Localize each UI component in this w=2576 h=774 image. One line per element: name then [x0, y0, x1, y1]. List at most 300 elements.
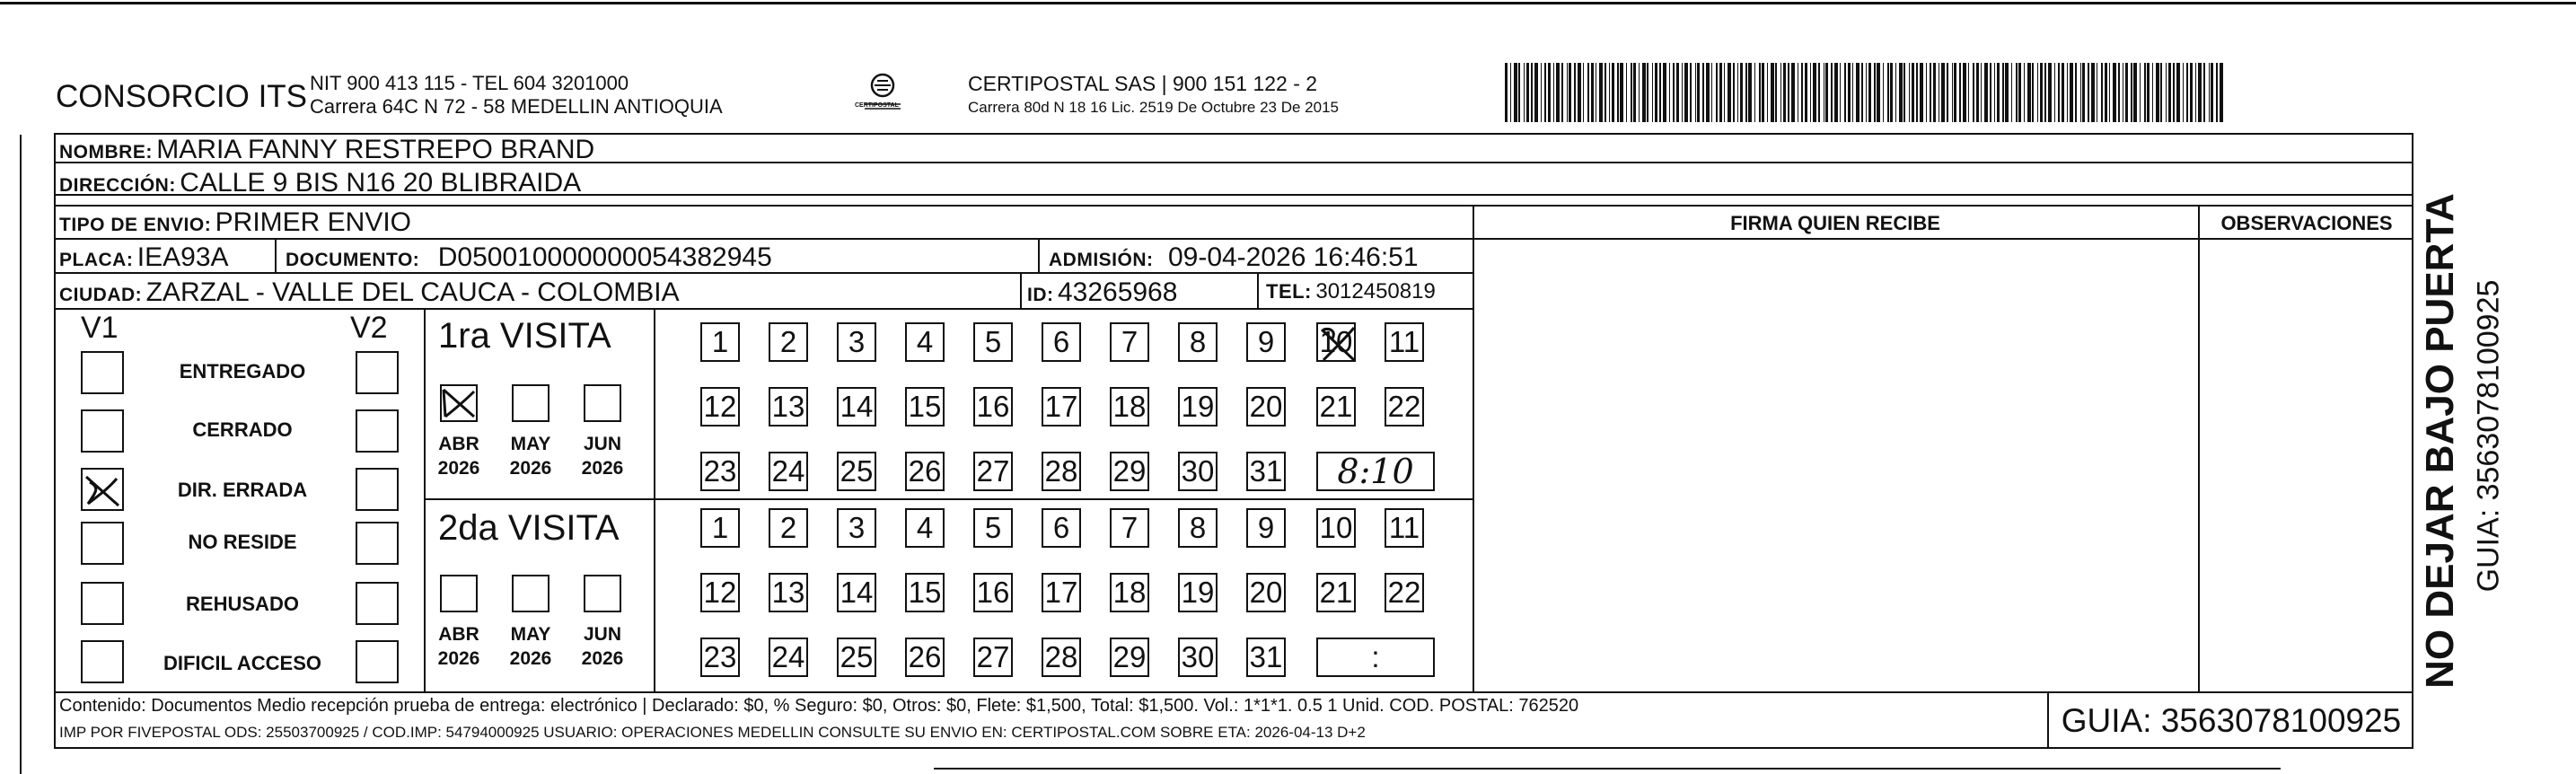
second-visit-month-may-checkbox[interactable]: [512, 575, 549, 612]
company-line-2: Carrera 64C N 72 - 58 MEDELLIN ANTIOQUIA: [310, 95, 723, 118]
barcode-bar: [1706, 63, 1710, 122]
barcode-bar: [1848, 63, 1851, 122]
day-number: 2: [779, 325, 797, 358]
barcode-bar: [1895, 63, 1896, 122]
second-visit-day-14[interactable]: [837, 573, 876, 612]
first-visit-day-1[interactable]: [700, 322, 740, 362]
barcode-bar: [1866, 63, 1867, 122]
barcode-bar: [1659, 63, 1661, 122]
barcode-bar: [2133, 63, 2137, 122]
day-number: 14: [840, 390, 874, 423]
barcode-bar: [1514, 63, 1517, 122]
barcode-bar: [1947, 63, 1948, 122]
month-label: ABR: [438, 434, 479, 454]
second-visit-day-16[interactable]: [973, 573, 1013, 612]
barcode-bar: [2011, 63, 2012, 122]
barcode-bar: [2173, 63, 2175, 122]
second-visit-day-13[interactable]: [769, 573, 808, 612]
second-visit-day-22[interactable]: [1385, 573, 1424, 612]
barcode-bar: [2125, 63, 2128, 122]
barcode-bar: [1994, 63, 1995, 122]
day-number: 30: [1181, 640, 1215, 673]
ciudad-label: CIUDAD:: [59, 285, 143, 305]
barcode-bar: [2166, 63, 2167, 122]
barcode-bar: [2156, 63, 2159, 122]
day-number: 7: [1121, 325, 1139, 358]
day-number: 14: [840, 576, 874, 609]
second-visit-day-15[interactable]: [905, 573, 945, 612]
barcode-bar: [2002, 63, 2004, 122]
second-visit-day-21[interactable]: [1316, 573, 1356, 612]
barcode-bar: [1909, 63, 1910, 122]
day-number: 18: [1112, 390, 1147, 423]
day-number: 19: [1181, 576, 1215, 609]
first-visit-time-value: 8:10: [1337, 452, 1414, 491]
first-visit-day-7[interactable]: [1110, 322, 1149, 362]
placa-field: [59, 242, 229, 273]
day-number: 29: [1112, 640, 1147, 673]
barcode-bar: [2091, 63, 2095, 122]
day-number: 2: [779, 511, 797, 544]
second-visit-day-1[interactable]: [700, 508, 740, 548]
first-visit-day-15[interactable]: [905, 387, 945, 427]
check-mark-icon: [442, 386, 476, 420]
second-visit-day-19[interactable]: [1178, 573, 1218, 612]
v1-checkbox-entregado[interactable]: [81, 351, 124, 394]
day-number: 30: [1181, 454, 1215, 488]
first-visit-month-may-checkbox[interactable]: [512, 384, 549, 422]
tipo-envio-field: [59, 207, 411, 238]
second-visit-day-2[interactable]: [769, 508, 808, 548]
barcode-bar: [2160, 63, 2162, 122]
no-dejar-bajo-puerta: NO DEJAR BAJO PUERTA: [2418, 193, 2462, 689]
first-visit-day-12[interactable]: [700, 387, 740, 427]
barcode-bar: [1933, 63, 1936, 122]
second-visit-day-20[interactable]: [1246, 573, 1286, 612]
barcode-bar: [1874, 63, 1876, 122]
barcode-bar: [2018, 63, 2021, 122]
barcode-bar: [1534, 63, 1538, 122]
second-visit-time-box[interactable]: [1316, 638, 1435, 677]
first-visit-day-2[interactable]: [769, 322, 808, 362]
barcode-bar: [1825, 63, 1828, 122]
barcode-bar: [1920, 63, 1923, 122]
row-line-footer: [54, 691, 2413, 693]
first-visit-day-25[interactable]: [837, 452, 876, 491]
guia-box-text: GUIA: 3563078100925: [2061, 702, 2402, 739]
second-visit-day-7[interactable]: [1110, 508, 1149, 548]
barcode-bar: [1890, 63, 1893, 122]
second-visit-day-25[interactable]: [837, 638, 876, 677]
second-visit-day-4[interactable]: [905, 508, 945, 548]
admision-value: 09-04-2026 16:46:51: [1167, 242, 1419, 272]
day-number: 1: [711, 511, 729, 544]
documento-value: D050010000000054382945: [437, 242, 772, 272]
day-number: 24: [771, 454, 805, 488]
barcode-bar: [1775, 63, 1777, 122]
barcode-bar: [1642, 63, 1646, 122]
barcode-bar: [1844, 63, 1846, 122]
day-number: 25: [840, 640, 874, 673]
v2-checkbox-no-reside[interactable]: [356, 522, 399, 565]
barcode-bar: [1813, 63, 1816, 122]
barcode-bar: [1531, 63, 1533, 122]
tel-label: TEL:: [1266, 280, 1312, 303]
first-visit-month-abr-checkbox[interactable]: [440, 384, 478, 422]
second-visit-day-17[interactable]: [1042, 573, 1081, 612]
day-number: 21: [1319, 576, 1353, 609]
day-number: 13: [771, 390, 805, 423]
barcode-bar: [1771, 63, 1774, 122]
barcode-bar: [2209, 63, 2210, 122]
first-visit-day-23[interactable]: [700, 452, 740, 491]
v1-checkbox-no-reside[interactable]: [81, 522, 124, 565]
barcode-bar: [1716, 63, 1718, 122]
barcode-bar: [2140, 63, 2141, 122]
first-visit-day-20[interactable]: [1246, 387, 1286, 427]
second-visit-day-26[interactable]: [905, 638, 945, 677]
barcode-bar: [1663, 63, 1666, 122]
status-rehusado: REHUSADO: [186, 593, 299, 615]
barcode-bar: [1818, 63, 1820, 122]
v2-checkbox-dir-errada[interactable]: [356, 468, 399, 511]
col-line-status: [424, 310, 426, 691]
id-label: ID:: [1027, 285, 1054, 305]
barcode-bar: [2016, 63, 2018, 122]
barcode-bar: [1695, 63, 1696, 122]
barcode-bar: [1737, 63, 1738, 122]
first-visit-day-28[interactable]: [1042, 452, 1081, 491]
first-visit-month-may: [499, 432, 562, 480]
first-visit-month-jun-checkbox[interactable]: [584, 384, 621, 422]
first-visit-day-26[interactable]: [905, 452, 945, 491]
barcode-bar: [2044, 63, 2046, 122]
direccion-value: CALLE 9 BIS N16 20 BLIBRAIDA: [180, 168, 582, 198]
second-visit-day-10[interactable]: [1316, 508, 1356, 548]
first-visit-day-16[interactable]: [973, 387, 1013, 427]
barcode-bar: [1973, 63, 1974, 122]
col-line-firma: [1473, 207, 1474, 691]
barcode-bar: [1887, 63, 1889, 122]
barcode-bar: [2027, 63, 2031, 122]
day-number: 8: [1189, 325, 1207, 358]
day-number: 29: [1112, 454, 1147, 488]
day-number: 9: [1257, 325, 1275, 358]
barcode-bar: [2195, 63, 2196, 122]
day-number: 13: [771, 576, 805, 609]
barcode-bar: [1801, 63, 1803, 122]
second-visit-day-5[interactable]: [973, 508, 1013, 548]
day-number: 9: [1257, 511, 1275, 544]
barcode-bar: [1810, 63, 1811, 122]
tipo-envio-value: PRIMER ENVIO: [215, 207, 412, 237]
second-visit-month-abr: [427, 622, 490, 671]
barcode-bar: [2118, 63, 2120, 122]
year-label: 2026: [581, 648, 624, 669]
barcode-bar: [2131, 63, 2132, 122]
day-number: 8: [1189, 511, 1207, 544]
second-visit-day-27[interactable]: [973, 638, 1013, 677]
barcode-bar: [2152, 63, 2153, 122]
company-line-1: NIT 900 413 115 - TEL 604 3201000: [310, 72, 629, 94]
barcode-bar: [2105, 63, 2107, 122]
barcode-bar: [1544, 63, 1546, 122]
id-value: 43265968: [1057, 277, 1178, 307]
footer-contenido: Contenido: Documentos Medio recepción prueba de entrega: electrónico | Declarado: $0, % Seguro: $0, Otros: $0, Flete: $1,500, Total: $1,500. Vol.: 1*1*1. 0.5 1 Unid. COD. POSTAL: 762520: [59, 696, 1579, 716]
col-line-admision: [1038, 240, 1040, 272]
barcode-bar: [2198, 63, 2202, 122]
second-visit-month-abr-checkbox[interactable]: [440, 575, 478, 612]
barcode-bar: [1569, 63, 1571, 122]
year-label: 2026: [581, 458, 624, 479]
v2-checkbox-rehusado[interactable]: [356, 582, 399, 625]
barcode-bar: [1690, 63, 1692, 122]
direccion-field: [59, 168, 581, 198]
admision-field: [1049, 242, 1419, 273]
day-number: 21: [1319, 390, 1353, 423]
first-visit-day-17[interactable]: [1042, 387, 1081, 427]
first-visit-day-9[interactable]: [1246, 322, 1286, 362]
v1-checkbox-rehusado[interactable]: [81, 582, 124, 625]
v2-checkbox-dificil-acceso[interactable]: [356, 640, 399, 683]
second-visit-month-may: [499, 622, 562, 671]
barcode-bar: [2220, 63, 2223, 122]
v2-checkbox-cerrado[interactable]: [356, 409, 399, 453]
barcode-bar: [1553, 63, 1554, 122]
barcode-bar: [1899, 63, 1903, 122]
second-visit-month-jun: [571, 622, 634, 671]
barcode-bar: [2067, 63, 2068, 122]
admision-label: ADMISIÓN:: [1049, 250, 1154, 270]
second-visit-day-29[interactable]: [1110, 638, 1149, 677]
first-visit-day-5[interactable]: [973, 322, 1013, 362]
second-visit-day-18[interactable]: [1110, 573, 1149, 612]
first-visit-day-11[interactable]: [1385, 322, 1424, 362]
barcode-bar: [2190, 63, 2193, 122]
direccion-label: DIRECCIÓN:: [59, 175, 176, 196]
barcode-bar: [2062, 63, 2064, 122]
barcode-bar: [1997, 63, 2000, 122]
left-scan-edge: [20, 135, 22, 774]
tel-field: [1266, 279, 1436, 304]
day-number: 20: [1249, 576, 1283, 609]
first-visit-day-24[interactable]: [769, 452, 808, 491]
day-number: 16: [976, 576, 1010, 609]
barcode-bar: [2054, 63, 2055, 122]
col-line-observaciones: [2198, 207, 2200, 691]
barcode-bar: [1673, 63, 1675, 122]
day-number: 25: [840, 454, 874, 488]
v1-checkbox-cerrado[interactable]: [81, 409, 124, 453]
barcode-bar: [1583, 63, 1584, 122]
first-visit-day-30[interactable]: [1178, 452, 1218, 491]
barcode-bar: [1840, 63, 1841, 122]
barcode-bar: [1754, 63, 1755, 122]
first-visit-day-18[interactable]: [1110, 387, 1149, 427]
day-number: 12: [703, 390, 737, 423]
barcode-bar: [1916, 63, 1918, 122]
first-visit-month-jun: [571, 432, 634, 480]
barcode-bar: [2024, 63, 2025, 122]
day-number: 16: [976, 390, 1010, 423]
barcode-bar: [1976, 63, 1979, 122]
day-number: 6: [1052, 325, 1070, 358]
barcode-bar: [1984, 63, 1988, 122]
barcode-bar: [1762, 63, 1764, 122]
ciudad-value: ZARZAL - VALLE DEL CAUCA - COLOMBIA: [145, 277, 680, 307]
barcode-bar: [1612, 63, 1614, 122]
day-number: 22: [1387, 390, 1421, 423]
visit-divider: [424, 498, 1473, 500]
barcode-bar: [1903, 63, 1905, 122]
placa-label: PLACA:: [59, 250, 134, 270]
first-visit-day-3[interactable]: [837, 322, 876, 362]
day-number: 26: [908, 454, 942, 488]
day-number: 11: [1388, 325, 1420, 358]
second-visit-day-8[interactable]: [1178, 508, 1218, 548]
day-number: 3: [848, 325, 866, 358]
barcode-bar: [1639, 63, 1640, 122]
barcode-bar: [2176, 63, 2180, 122]
barcode-bar: [1724, 63, 1725, 122]
first-visit-day-29[interactable]: [1110, 452, 1149, 491]
day-number: 27: [976, 640, 1010, 673]
barcode-bar: [1930, 63, 1931, 122]
second-visit-time-value: :: [1371, 640, 1380, 673]
status-dificil-acceso: DIFICIL ACCESO: [163, 652, 321, 674]
day-number: 10: [1319, 511, 1353, 544]
barcode-bar: [2005, 63, 2009, 122]
tipo-envio-label: TIPO DE ENVIO:: [59, 215, 212, 235]
first-visit-day-4[interactable]: [905, 322, 945, 362]
top-scan-edge: [0, 2, 2576, 4]
barcode-bar: [1697, 63, 1700, 122]
v2-header: V2: [350, 311, 388, 345]
barcode-bar: [1719, 63, 1722, 122]
first-visit-day-6[interactable]: [1042, 322, 1081, 362]
barcode-bar: [1791, 63, 1795, 122]
first-visit-day-27[interactable]: [973, 452, 1013, 491]
second-visit-day-9[interactable]: [1246, 508, 1286, 548]
barcode-bar: [2080, 63, 2081, 122]
barcode-bar: [2032, 63, 2034, 122]
day-number: 23: [703, 454, 737, 488]
barcode-bar: [1505, 63, 1508, 122]
barcode-bar: [2216, 63, 2218, 122]
second-visit-day-3[interactable]: [837, 508, 876, 548]
barcode-bar: [1587, 63, 1589, 122]
day-number: 26: [908, 640, 942, 673]
barcode-bar: [1633, 63, 1636, 122]
day-number: 17: [1044, 390, 1078, 423]
barcode-bar: [1574, 63, 1576, 122]
barcode-bar: [2147, 63, 2150, 122]
barcode-bar: [1990, 63, 1991, 122]
barcode-bar: [2101, 63, 2103, 122]
month-label: MAY: [510, 434, 551, 454]
day-number: 31: [1249, 640, 1283, 673]
barcode-bar: [1561, 63, 1563, 122]
day-number: 4: [916, 325, 934, 358]
v1-checkbox-dir-errada[interactable]: [81, 468, 124, 511]
barcode-bar: [1926, 63, 1927, 122]
barcode-bar: [1861, 63, 1863, 122]
col-line-id: [1020, 274, 1022, 308]
day-number: 1: [711, 325, 729, 358]
barcode-bar: [1728, 63, 1731, 122]
barcode-bar: [1968, 63, 1969, 122]
day-number: 10: [1319, 325, 1353, 358]
barcode-bar: [1655, 63, 1657, 122]
second-visit-day-6[interactable]: [1042, 508, 1081, 548]
second-visit-day-30[interactable]: [1178, 638, 1218, 677]
day-number: 5: [984, 325, 1002, 358]
barcode-bar: [2082, 63, 2085, 122]
firma-header: FIRMA QUIEN RECIBE: [1730, 212, 1940, 234]
first-visit-day-22[interactable]: [1385, 387, 1424, 427]
second-visit-day-31[interactable]: [1246, 638, 1286, 677]
first-visit-day-19[interactable]: [1178, 387, 1218, 427]
barcode-bar: [1711, 63, 1712, 122]
barcode-bar: [1526, 63, 1529, 122]
day-number: 22: [1387, 576, 1421, 609]
second-visit-day-23[interactable]: [700, 638, 740, 677]
second-visit-day-12[interactable]: [700, 573, 740, 612]
year-label: 2026: [509, 458, 552, 479]
v2-checkbox-entregado[interactable]: [356, 351, 399, 394]
barcode-bar: [1767, 63, 1768, 122]
day-number: 18: [1112, 576, 1147, 609]
status-cerrado: CERRADO: [192, 418, 293, 441]
barcode-bar: [1518, 63, 1520, 122]
month-label: JUN: [583, 434, 621, 454]
second-visit-day-28[interactable]: [1042, 638, 1081, 677]
first-visit-day-13[interactable]: [769, 387, 808, 427]
barcode-bar: [1626, 63, 1627, 122]
barcode-bar: [1702, 63, 1704, 122]
barcode-bar: [1605, 63, 1606, 122]
logo-caption: CERTIPOSTAL: [855, 102, 899, 109]
status-entregado: ENTREGADO: [179, 360, 306, 383]
id-field: [1027, 277, 1177, 308]
v1-checkbox-dificil-acceso[interactable]: [81, 640, 124, 683]
second-visit-day-24[interactable]: [769, 638, 808, 677]
barcode-bar: [1831, 63, 1833, 122]
barcode-bar: [1788, 63, 1789, 122]
barcode-bar: [1952, 63, 1953, 122]
barcode-bar: [2144, 63, 2146, 122]
first-visit-day-14[interactable]: [837, 387, 876, 427]
row-line-4: [54, 238, 2413, 240]
barcode-bar: [1567, 63, 1568, 122]
check-mark-icon: [1318, 324, 1358, 364]
first-visit-day-10[interactable]: [1316, 322, 1356, 362]
first-visit-day-8[interactable]: [1178, 322, 1218, 362]
row-line-6: [54, 308, 1473, 310]
first-visit-time-box[interactable]: [1316, 452, 1435, 491]
barcode-bar: [1591, 63, 1594, 122]
footer-imp: IMP POR FIVEPOSTAL ODS: 25503700925 / COD.IMP: 54794000925 USUARIO: OPERACIONES MEDELLIN CONSULTE SU ENVIO EN: CERTIPOSTAL.COM SOBRE ETA: 2026-04-13 D+2: [59, 724, 1366, 741]
barcode-bar: [2058, 63, 2060, 122]
second-visit-month-jun-checkbox[interactable]: [584, 575, 621, 612]
first-visit-day-31[interactable]: [1246, 452, 1286, 491]
company-name: CONSORCIO ITS: [56, 79, 308, 114]
first-visit-month-abr: [427, 432, 490, 480]
month-label: MAY: [510, 624, 551, 645]
second-visit-day-11[interactable]: [1385, 508, 1424, 548]
nombre-label: NOMBRE:: [59, 142, 153, 163]
first-visit-day-21[interactable]: [1316, 387, 1356, 427]
